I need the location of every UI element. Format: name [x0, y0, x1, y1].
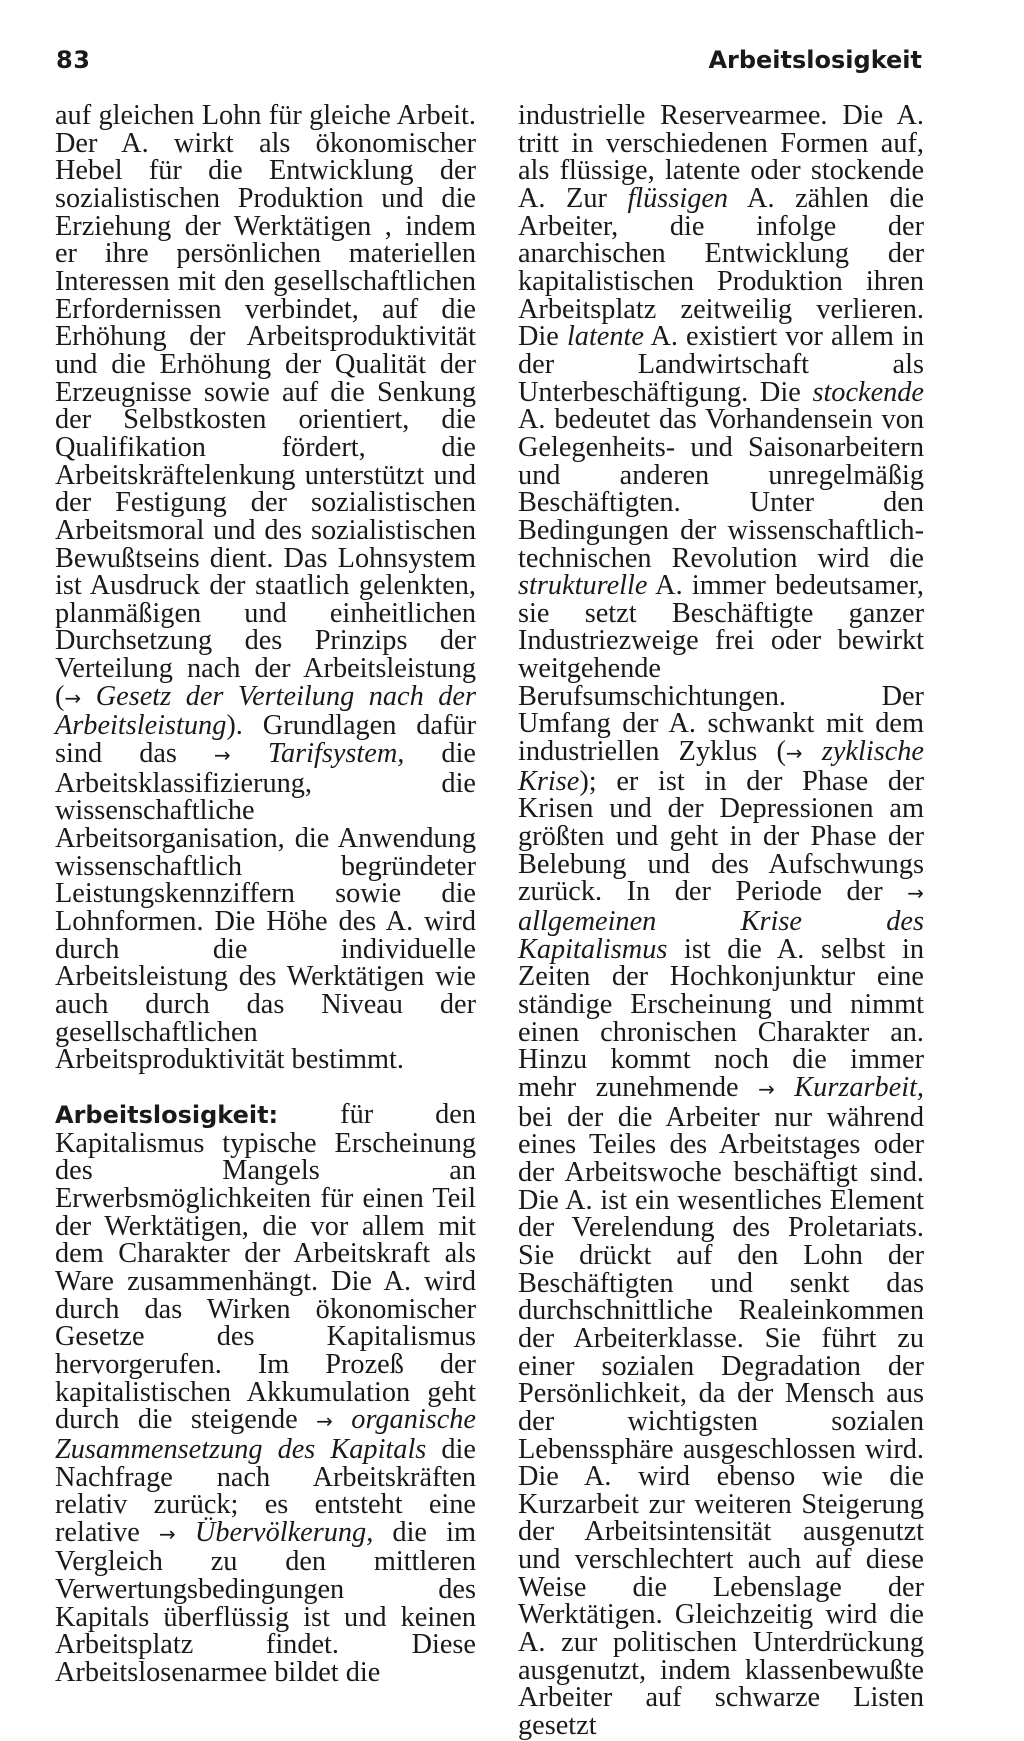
- cross-reference-term: strukturelle: [518, 570, 648, 602]
- cross-reference-term: Übervölkerung,: [194, 1516, 374, 1548]
- body-text: die Arbeitsklassifizierung, die wissenschaftliche Arbeitsorganisation, die Anwendung wissenschaftlich begründeter Leistungskennziffern sowie die Lohnformen. Die Höhe des A. wird durch die individuelle Arbeitsleistung des Werktätigen wie auch durch das Niveau der gesellschaftlichen Arbeitsproduktivität bestimmt.: [55, 738, 476, 1076]
- arrow-right-icon: →: [316, 1409, 333, 1434]
- cross-reference-term: Kurzarbeit,: [794, 1071, 925, 1103]
- paragraph-continuation: [55, 102, 476, 1074]
- cross-reference-term: flüssigen: [627, 182, 729, 214]
- body-text: die Nachfrage nach Arbeitskräften relativ zurück; es entsteht eine relative: [55, 1433, 476, 1548]
- entry-headword: Arbeitslosigkeit:: [55, 1100, 279, 1129]
- arrow-right-icon: →: [214, 743, 231, 768]
- body-text: [231, 738, 268, 769]
- body-text: [333, 1404, 351, 1435]
- cross-reference-term: Tarifsystem,: [267, 738, 405, 770]
- arrow-right-icon: →: [158, 1521, 176, 1546]
- body-text: ist die A. selbst in Zeiten der Hochkonjunktur eine ständige Erscheinung und nimmt einen chronischen Charakter an. Hinzu kommt noch die immer mehr zunehmende: [518, 933, 924, 1103]
- body-text: A. immer bedeutsamer, sie setzt Beschäftigte ganzer Industriezweige frei oder bewirkt weitgehende Berufsumschichtungen. Der Umfang der A. schwankt mit dem industriellen Zyklus (: [518, 570, 924, 768]
- cross-reference-term: stockende: [812, 376, 924, 408]
- body-text: [803, 736, 822, 767]
- body-text: ). Grundlagen dafür sind das: [55, 710, 476, 770]
- paragraph-arbeitslosigkeit-continued: [518, 102, 924, 1740]
- arrow-right-icon: →: [907, 881, 924, 906]
- body-text: industrielle Reservearmee. Die A. tritt in verschiedenen Formen auf, als flüssige, latente oder stockende A. Zur: [518, 100, 924, 214]
- right-column: [518, 102, 924, 1740]
- arrow-right-icon: →: [64, 685, 82, 710]
- page-number: 83: [56, 46, 91, 74]
- arrow-right-icon: →: [785, 741, 803, 766]
- body-text: auf gleichen Lohn für gleiche Arbeit. Der A. wirkt als ökonomischer Hebel für die Entwicklung der sozialistischen Produktion und die Erziehung der Werktätigen , indem er ihre persönlichen materiellen Interessen mit den gesellschaftlichen Erfordernissen verbindet, auf die Erhöhung der Arbeitsproduktivität und die Erhöhung der Qualität der Erzeugnisse sowie auf die Senkung der Selbstkosten orientiert, die Qualifikation fördert, die Arbeitskräftelenkung unterstützt und der Festigung der sozialistischen Arbeitsmoral und des sozialistischen Bewußtseins dient. Das Lohnsystem ist Ausdruck der staatlich gelenkten, planmäßigen und einheitlichen Durchsetzung des Prinzips der Verteilung nach der Arbeitsleistung (: [55, 100, 476, 712]
- body-text: bei der die Arbeiter nur während eines Teiles des Arbeitstages oder der Arbeitswoche beschäftigt sind. Die A. ist ein wesentliches Element der Verelendung des Proletariats. Sie drückt auf den Lohn der Beschäftigten und senkt das durchschnittliche Realeinkommen der Arbeiterklasse. Sie führt zu einer sozialen Degradation der Persönlichkeit, da der Mensch aus der wichtigsten sozialen Lebenssphäre ausgeschlossen wird. Die A. wird ebenso wie die Kurzarbeit zur weiteren Steigerung der Arbeitsintensität ausgenutzt und verschlechtert auch auf diese Weise die Lebenslage der Werktätigen. Gleichzeitig wird die A. zur politischen Unterdrückung ausgenutzt, indem klassenbewußte Arbeiter auf schwarze Listen gesetzt: [518, 1101, 924, 1741]
- body-text: A. zählen die Arbeiter, die infolge der anarchischen Entwicklung der kapitalistischen Produktion ihren Arbeitsplatz zeitweilig verlieren. Die: [518, 182, 925, 353]
- body-text: ); er ist in der Phase der Krisen und der Depressionen am größten und geht in der Phase der Belebung und des Aufschwungs zurück. In der Periode der: [518, 765, 924, 908]
- left-column: [55, 102, 476, 1687]
- dictionary-entry-arbeitslosigkeit: [55, 1098, 476, 1689]
- cross-reference-term: organische Zusammensetzung des Kapitals: [55, 1404, 476, 1465]
- running-head: Arbeitslosigkeit: [708, 46, 922, 74]
- body-text: die im Vergleich zu den mittleren Verwertungsbedingungen des Kapitals überflüssig ist und keinen Arbeitsplatz findet. Diese Arbeitslosenarmee bildet die: [55, 1516, 476, 1689]
- page-header: [56, 46, 922, 86]
- body-text: A. bedeutet das Vorhandensein von Gelegenheits- und Saisonarbeitern und anderen unregelmäßig Beschäftigten. Unter den Bedingungen der wissenschaftlich-technischen Revolution wird die: [518, 404, 924, 574]
- body-text: für den Kapitalismus typische Erscheinung des Mangels an Erwerbsmöglichkeiten für einen Teil der Werktätigen, die vor allem mit dem Charakter der Arbeitskraft als Ware zusammenhängt. Die A. wird durch das Wirken ökonomischer Gesetze des Kapitalismus hervorgerufen. Im Prozeß der kapitalistischen Akkumulation geht durch die steigende: [55, 1098, 476, 1436]
- body-text: [81, 681, 96, 712]
- body-text: [775, 1072, 794, 1103]
- cross-reference-term: zyklische Krise: [518, 736, 924, 797]
- body-text: [176, 1517, 195, 1548]
- body-text: A. existiert vor allem in der Landwirtschaft als Unterbeschäftigung. Die: [518, 321, 924, 408]
- arrow-right-icon: →: [758, 1076, 775, 1101]
- cross-reference-term: latente: [566, 321, 644, 353]
- cross-reference-term: Gesetz der Verteilung nach der Arbeitsleistung: [55, 680, 477, 742]
- cross-reference-term: allgemeinen Krise des Kapitalismus: [518, 906, 924, 965]
